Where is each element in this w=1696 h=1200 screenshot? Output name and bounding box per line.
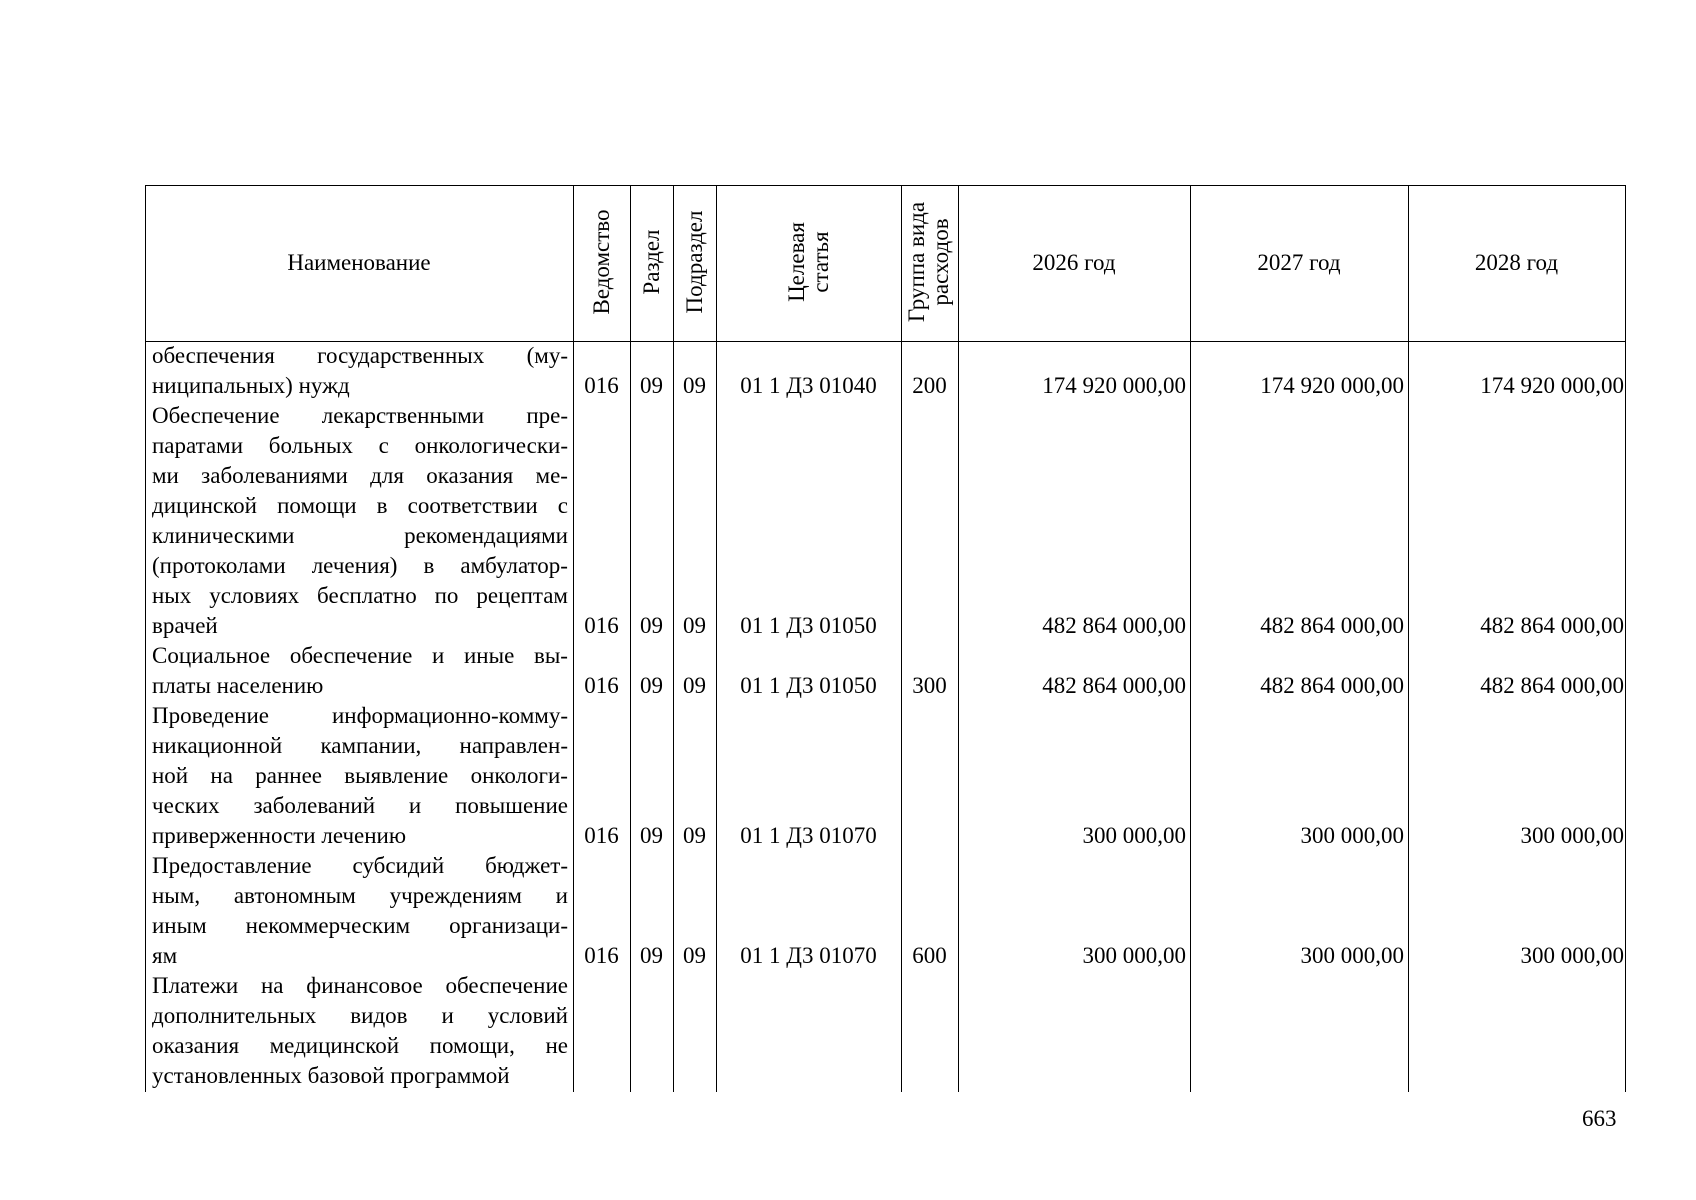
word: направлен-: [459, 733, 568, 758]
word: ческих: [152, 793, 220, 818]
row-y1: 300 000,00: [1082, 943, 1186, 968]
word: с: [557, 493, 568, 518]
word: оказания: [426, 463, 514, 488]
row-name-line: [152, 881, 568, 911]
header-group-line2: расходов: [928, 218, 953, 306]
word: пре-: [526, 403, 568, 428]
word: Предоставление: [152, 853, 312, 878]
word: финансовое: [306, 973, 423, 998]
row-target: 01 1 Д3 01050: [740, 613, 877, 638]
word: ным,: [152, 883, 201, 908]
row-name: [152, 401, 568, 641]
word: и: [555, 883, 568, 908]
row-ved: 016: [584, 823, 619, 848]
row-name: [152, 851, 568, 971]
row-group: 200: [912, 373, 947, 398]
row-name-line: ям: [152, 943, 178, 968]
word: дицинской: [152, 493, 257, 518]
word: государственных: [317, 343, 485, 368]
word: иные: [464, 643, 515, 668]
word: рекомендациями: [404, 523, 568, 548]
word: условий: [487, 1003, 568, 1028]
word: амбулатор-: [460, 553, 568, 578]
header-group: [905, 202, 953, 322]
header-group-line1: Группа вида: [904, 201, 929, 323]
row-razd: 09: [640, 613, 663, 638]
col-border-9: [1625, 185, 1626, 1092]
word: организаци-: [449, 913, 568, 938]
word: обеспечение: [289, 643, 413, 668]
row-name-line: [152, 521, 568, 551]
row-name-line: [152, 431, 568, 461]
word: не: [545, 1033, 568, 1058]
row-ved: 016: [584, 943, 619, 968]
col-border-0: [145, 185, 146, 1092]
word: клиническими: [152, 523, 295, 548]
row-podr: 09: [683, 673, 706, 698]
row-razd: 09: [640, 373, 663, 398]
word: Обеспечение: [152, 403, 280, 428]
word: соответствии: [407, 493, 538, 518]
word: онкологи-: [470, 763, 568, 788]
row-podr: 09: [683, 823, 706, 848]
row-ved: 016: [584, 373, 619, 398]
row-podr: 09: [683, 943, 706, 968]
row-y2: 482 864 000,00: [1260, 673, 1404, 698]
row-name-line: [152, 461, 568, 491]
word: заболеваний: [253, 793, 376, 818]
row-target: 01 1 Д3 01040: [740, 373, 877, 398]
row-name-line: [152, 641, 568, 671]
word: онкологически-: [414, 433, 568, 458]
row-razd: 09: [640, 943, 663, 968]
word: в: [376, 493, 388, 518]
word: иным: [152, 913, 207, 938]
row-name-line: [152, 911, 568, 941]
word: больных: [268, 433, 353, 458]
word: на: [260, 973, 284, 998]
word: рецептам: [476, 583, 568, 608]
header-name: Наименование: [287, 250, 431, 275]
word: ме-: [535, 463, 568, 488]
row-name-line: установленных базовой программой: [152, 1063, 510, 1088]
row-razd: 09: [640, 823, 663, 848]
word: Проведение: [152, 703, 269, 728]
row-y2: 174 920 000,00: [1260, 373, 1404, 398]
header-podrazdel: Подраздел: [682, 210, 707, 314]
row-name-line: [152, 851, 568, 881]
row-y2: 300 000,00: [1300, 823, 1404, 848]
row-y1: 482 864 000,00: [1042, 613, 1186, 638]
row-name: [152, 341, 568, 401]
word: информационно-комму-: [331, 703, 568, 728]
row-target: 01 1 Д3 01070: [740, 943, 877, 968]
row-name: [152, 641, 568, 701]
word: лечения): [311, 553, 398, 578]
header-target-line2: статья: [808, 231, 833, 293]
row-name-line: платы населению: [152, 673, 324, 698]
word: и: [441, 1003, 454, 1028]
word: выявление: [344, 763, 449, 788]
word: паратами: [152, 433, 244, 458]
header-target-line1: Целевая: [784, 222, 809, 302]
word: обеспечения: [152, 343, 275, 368]
word: ной: [152, 763, 189, 788]
row-y1: 482 864 000,00: [1042, 673, 1186, 698]
row-razd: 09: [640, 673, 663, 698]
word: бюджет-: [485, 853, 568, 878]
row-name-line: [152, 401, 568, 431]
row-target: 01 1 Д3 01070: [740, 823, 877, 848]
row-name: [152, 701, 568, 851]
row-name-line: [152, 551, 568, 581]
row-name-line: [152, 341, 568, 371]
row-ved: 016: [584, 613, 619, 638]
header-target: [785, 222, 833, 302]
word: на: [210, 763, 233, 788]
row-name-line: [152, 971, 568, 1001]
row-y3: 482 864 000,00: [1480, 613, 1624, 638]
row-y2: 300 000,00: [1300, 943, 1404, 968]
word: автономным: [233, 883, 356, 908]
word: помощи: [277, 493, 357, 518]
row-ved: 016: [584, 673, 619, 698]
row-name-line: врачей: [152, 613, 218, 638]
row-name-line: [152, 491, 568, 521]
word: с: [378, 433, 389, 458]
row-y3: 300 000,00: [1520, 823, 1624, 848]
row-y3: 482 864 000,00: [1480, 673, 1624, 698]
word: повышение: [455, 793, 568, 818]
row-target: 01 1 Д3 01050: [740, 673, 877, 698]
header-year-2028: 2028 год: [1474, 250, 1559, 275]
row-name-line: [152, 731, 568, 761]
word: заболеваниями: [201, 463, 348, 488]
row-name-line: [152, 761, 568, 791]
word: для: [370, 463, 404, 488]
header-razdel: Раздел: [639, 229, 664, 295]
row-name-line: [152, 1031, 568, 1061]
row-name: [152, 971, 568, 1091]
word: по: [434, 583, 459, 608]
row-y2: 482 864 000,00: [1260, 613, 1404, 638]
word: ных: [152, 583, 192, 608]
word: и: [408, 793, 422, 818]
word: (протоколами: [152, 553, 286, 578]
word: вы-: [533, 643, 568, 668]
word: видов: [350, 1003, 408, 1028]
word: субсидий: [352, 853, 445, 878]
row-podr: 09: [683, 613, 706, 638]
word: некоммерческим: [245, 913, 411, 938]
row-y1: 174 920 000,00: [1042, 373, 1186, 398]
row-name-line: [152, 701, 568, 731]
header-year-2027: 2027 год: [1257, 250, 1341, 275]
word: никационной: [152, 733, 283, 758]
row-y3: 300 000,00: [1520, 943, 1624, 968]
word: в: [423, 553, 435, 578]
word: Социальное: [152, 643, 271, 668]
page-number: 663: [1582, 1106, 1617, 1131]
row-y1: 300 000,00: [1082, 823, 1186, 848]
word: бесплатно: [317, 583, 417, 608]
word: дополнительных: [152, 1003, 317, 1028]
word: Платежи: [152, 973, 239, 998]
word: (му-: [526, 343, 568, 368]
word: медицинской: [269, 1033, 400, 1058]
word: ми: [152, 463, 179, 488]
row-y3: 174 920 000,00: [1480, 373, 1624, 398]
word: и: [431, 643, 445, 668]
row-group: 600: [912, 943, 947, 968]
word: раннее: [255, 763, 322, 788]
word: помощи,: [429, 1033, 515, 1058]
row-name-line: [152, 581, 568, 611]
row-name-line: [152, 791, 568, 821]
word: учреждениям: [389, 883, 522, 908]
header-year-2026: 2026 год: [1032, 250, 1116, 275]
word: лекарственными: [321, 403, 485, 428]
row-name-line: приверженности лечению: [152, 823, 407, 848]
row-name-line: [152, 1001, 568, 1031]
row-group: 300: [912, 673, 947, 698]
word: кампании,: [320, 733, 422, 758]
header-vedomstvo: Ведомство: [589, 209, 614, 315]
word: оказания: [152, 1033, 240, 1058]
word: обеспечение: [445, 973, 568, 998]
row-podr: 09: [683, 373, 706, 398]
table-top-border: [145, 185, 1625, 186]
word: условиях: [209, 583, 300, 608]
row-name-line: ниципальных) нужд: [152, 373, 350, 398]
